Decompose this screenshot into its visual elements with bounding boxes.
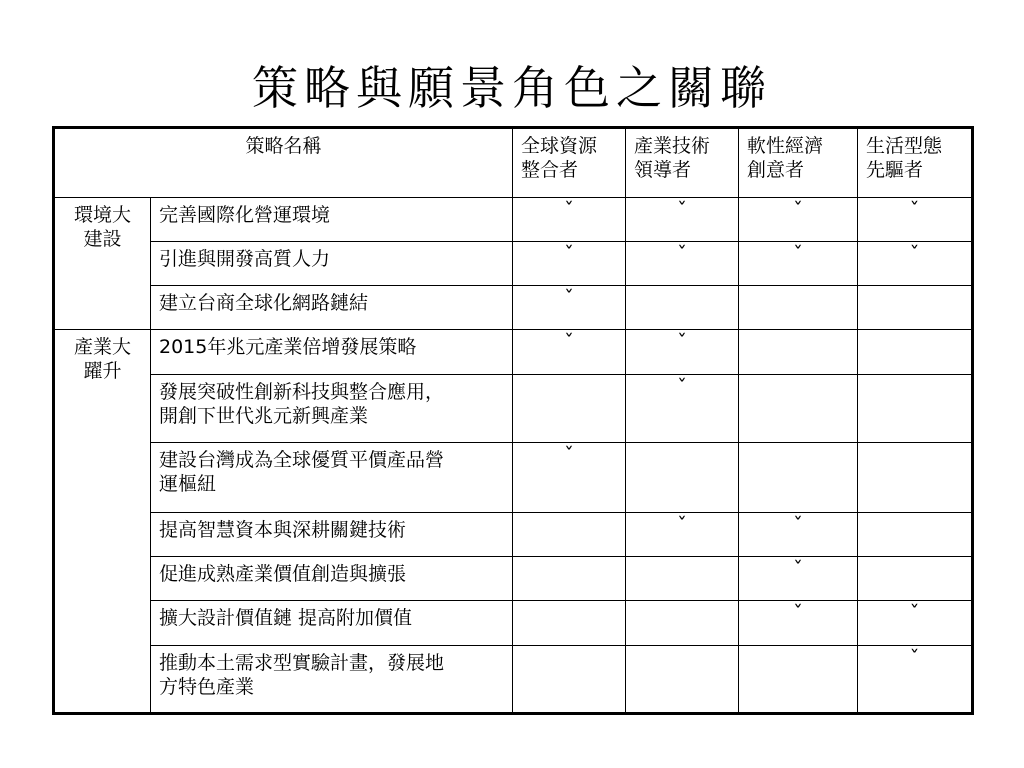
role-check-cell [858,556,973,600]
role-header-soft-economy [739,128,858,198]
role-check-cell [513,330,626,375]
table-row [54,556,973,600]
role-check-cell [739,443,858,512]
table-row [54,600,973,645]
check-mark-icon: ˇ [564,286,575,311]
strategy-name-line: 方特色產業 [159,675,255,698]
role-check-cell [858,330,973,375]
strategy-name [151,512,513,556]
group-label [54,198,151,330]
role-check-cell [513,443,626,512]
table-row [54,242,973,286]
group-label-line: 環境大 [73,204,131,227]
strategy-name [151,556,513,600]
check-mark-icon: ˇ [564,198,575,223]
role-check-cell [739,286,858,330]
role-check-cell [626,600,739,645]
role-check-cell [626,556,739,600]
strategy-name [151,600,513,645]
table-row [54,330,973,375]
role-check-cell [513,198,626,242]
strategy-name-line: 開創下世代兆元新興產業 [159,405,369,428]
strategy-name [151,242,513,286]
role-check-cell [513,556,626,600]
role-check-cell [626,198,739,242]
strategy-name-line: 建立台商全球化網路鏈結 [159,292,369,315]
role-check-cell [626,512,739,556]
role-check-cell [858,242,973,286]
role-check-cell [626,242,739,286]
role-check-cell [626,443,739,512]
role-check-cell [858,198,973,242]
role-check-cell [513,375,626,443]
role-check-cell [739,330,858,375]
strategy-name [151,375,513,443]
role-check-cell [739,512,858,556]
role-check-cell [858,375,973,443]
table-row [54,645,973,713]
role-check-cell [858,286,973,330]
role-check-cell [513,286,626,330]
role-header-industry-tech [626,128,739,198]
strategy-name-line: 發展突破性創新科技與整合應用， [159,381,445,404]
strategy-role-table [52,126,974,715]
check-mark-icon: ˇ [793,242,804,267]
check-mark-icon: ˇ [677,242,688,267]
check-mark-icon: ˇ [793,512,804,537]
role-check-cell [739,198,858,242]
role-header-line: 生活型態 [866,135,943,157]
role-check-cell [858,645,973,713]
table-row [54,443,973,512]
strategy-name-line: 促進成熟產業價值創造與擴張 [159,562,407,585]
table-row [54,512,973,556]
role-check-cell [626,330,739,375]
table-row [54,198,973,242]
strategy-name-line: 推動本土需求型實驗計畫，發展地 [159,651,445,674]
role-check-cell [626,286,739,330]
check-mark-icon: ˇ [909,645,920,670]
role-header-line: 全球資源 [521,135,598,157]
table-row [54,286,973,330]
role-check-cell [626,645,739,713]
group-label-line: 產業大 [73,336,131,359]
role-header-line: 先驅者 [866,159,924,181]
role-check-cell [858,443,973,512]
group-label-line: 建設 [83,228,122,251]
strategy-name-line: 運樞紐 [159,473,217,496]
check-mark-icon: ˇ [909,198,920,223]
check-mark-icon: ˇ [677,375,688,400]
table-row [54,375,973,443]
strategy-name [151,645,513,713]
check-mark-icon: ˇ [909,242,920,267]
strategy-name-line: 完善國際化營運環境 [159,204,331,227]
strategy-name-line: 建設台灣成為全球優質平價產品營 [159,449,445,472]
role-check-cell [739,375,858,443]
header-row [54,128,973,198]
role-check-cell [513,242,626,286]
strategy-name-line: 2015年兆元產業倍增發展策略 [159,336,417,359]
group-label-line: 躍升 [83,360,122,383]
role-check-cell [739,600,858,645]
strategy-name [151,286,513,330]
role-check-cell [739,645,858,713]
check-mark-icon: ˇ [677,330,688,355]
group-label [54,330,151,714]
role-header-lifestyle [858,128,973,198]
strategy-name [151,198,513,242]
strategy-name [151,330,513,375]
strategy-name [151,443,513,512]
role-check-cell [513,512,626,556]
strategy-name-line: 提高智慧資本與深耕關鍵技術 [159,518,407,541]
check-mark-icon: ˇ [564,443,575,468]
role-header-line: 產業技術 [634,135,711,157]
role-check-cell [858,512,973,556]
check-mark-icon: ˇ [677,198,688,223]
strategy-name-line: 引進與開發高質人力 [159,248,331,271]
role-check-cell [739,242,858,286]
check-mark-icon: ˇ [564,242,575,267]
role-check-cell [626,375,739,443]
check-mark-icon: ˇ [909,600,920,625]
check-mark-icon: ˇ [793,198,804,223]
strategy-name-header: 策略名稱 [54,128,513,198]
role-header-line: 創意者 [747,159,805,181]
role-check-cell [858,600,973,645]
page-title: 策略與願景角色之關聯 [252,61,772,115]
check-mark-icon: ˇ [793,600,804,625]
role-header-line: 整合者 [521,159,579,181]
role-header-global-resource [513,128,626,198]
table-body [54,128,973,714]
role-header-line: 領導者 [634,159,692,181]
role-check-cell [739,556,858,600]
check-mark-icon: ˇ [793,556,804,581]
check-mark-icon: ˇ [677,512,688,537]
role-check-cell [513,600,626,645]
check-mark-icon: ˇ [564,330,575,355]
role-header-line: 軟性經濟 [747,135,824,157]
strategy-name-line: 擴大設計價值鏈 提高附加價值 [159,606,413,629]
role-check-cell [513,645,626,713]
